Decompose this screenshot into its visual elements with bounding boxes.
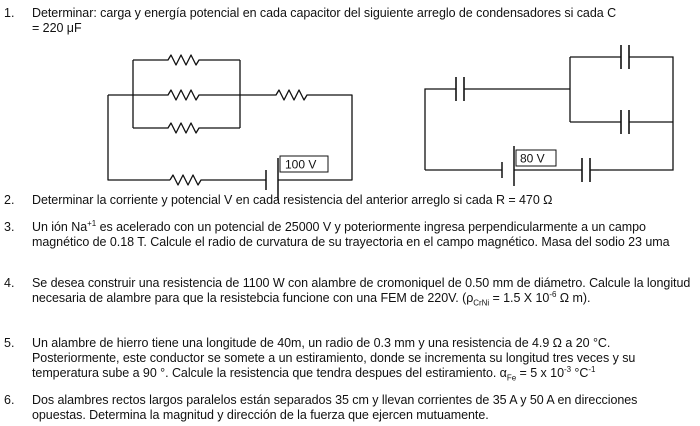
problem-1-line-2: = 220 μF [32,21,82,35]
problem-3-part-b: es acelerado con un potencial de 25000 V y poteriormente ingresa perpendicularmente a un campo magnético de 0.18 T. Calcule el radio de curvatura de su trayectoria en el campo magnético. Masa del sodio 23 uma [32,220,670,249]
problem-3-number: 3. [4,220,15,234]
problem-3-text [32,220,694,250]
problem-2-number: 2. [4,193,15,207]
problem-5-part-c: °C [571,366,589,380]
problem-4-number: 4. [4,276,15,290]
problem-2-text: Determinar la corriente y potencial V en cada resistencia del anterior arreglo si cada R = 470 Ω [32,193,553,207]
problem-1-number: 1. [4,6,15,20]
problem-5-number: 5. [4,336,15,350]
problem-4-part-a: Se desea construir una resistencia de 1100 W con alambre de cromoniquel de 0.50 mm de diámetro. Calcule la longitud necesaria de alambre para que la resistebcia funcione con una FEM de 220V. (ρ [32,276,691,305]
battery-label-100v: 100 V [285,157,317,172]
problem-5-unit-sup: -1 [588,364,596,374]
problem-5-part-b: = 5 x 10 [516,366,564,380]
problem-5-exp-sup: -3 [563,364,571,374]
problem-5-alpha-sub: Fe [506,373,517,383]
problem-6-number: 6. [4,393,15,407]
battery-label-80v: 80 V [520,151,545,166]
problem-3-part-a: Un ión Na [32,220,88,234]
problem-4-text [32,276,694,306]
problem-4-rho-sub: CrNi [473,298,490,308]
problem-4-part-c: Ω m). [556,291,591,305]
problem-5-part-a: Un alambre de hierro tiene una longitude de 40m, un radio de 0.3 mm y una resistencia de 4.9 Ω a 20 °C. Posteriormente, este conductor se somete a un estiramiento, donde se incrementa su longitud tres veces y su temperatura sube a 90 °. Calcule la resistencia que tendra despues del estiramiento. α [32,336,636,380]
problem-5-text [32,336,694,381]
problem-3-charge-sup: +1 [87,218,97,228]
problem-6-text: Dos alambres rectos largos paralelos están separados 35 cm y llevan corrientes de 35 A y 50 A en direcciones opuestas. Determina la magnitud y dirección de la fuerza que ejercen mutuamente. [32,393,638,422]
problem-4-part-b: = 1.5 X 10 [489,291,550,305]
problem-1-line-1: Determinar: carga y energía potencial en cada capacitor del siguiente arreglo de condensadores si cada C [32,6,617,20]
problem-4-exp-sup: -6 [549,289,557,299]
